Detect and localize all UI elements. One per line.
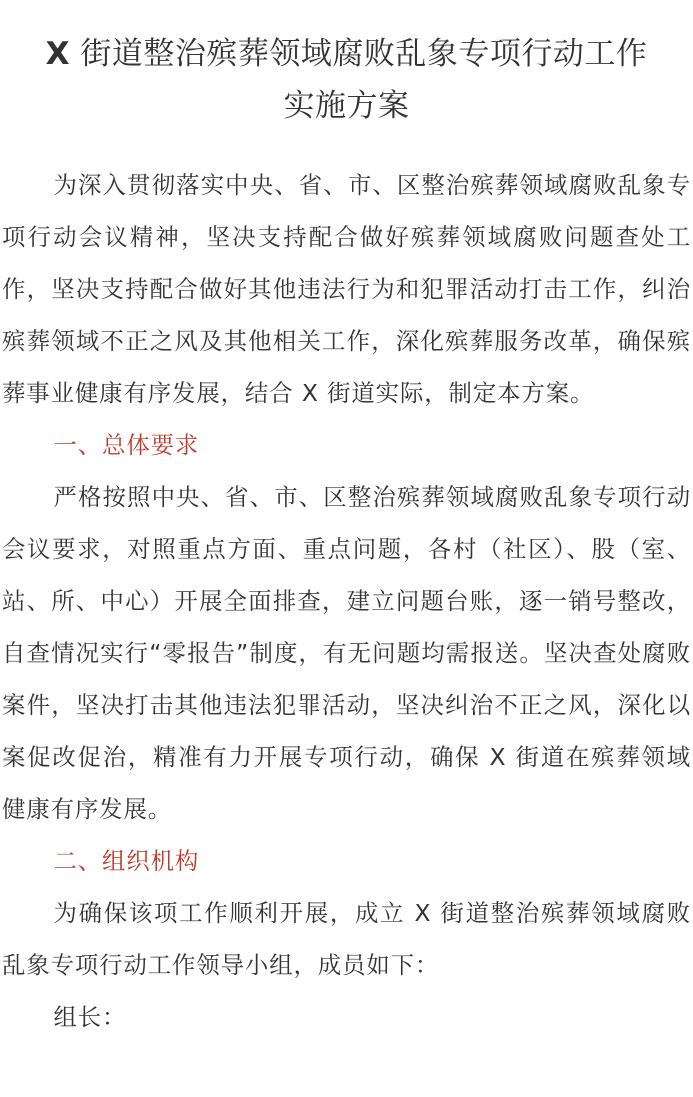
general-requirements-paragraph: 严格按照中央、省、市、区整治殡葬领域腐败乱象专项行动会议要求，对照重点方面、重点问题，各村（社区）、股（室、站、所、中心）开展全面排查，建立问题台账，逐一销号整改，自查情况实行“零报告”制度，有无问题均需报送。坚决查处腐败案件，坚决打击其他违法犯罪活动，坚决纠治不正之风，深化以案促改促治，精准有力开展专项行动，确保 X 街道在殡葬领域健康有序发展。: [2, 483, 691, 823]
title-prefix: X: [45, 36, 71, 72]
document-body: [2, 159, 691, 1043]
title-line-2: 实施方案: [283, 88, 410, 124]
document-title: [2, 28, 691, 132]
section-heading-general-requirements: 一、总体要求: [53, 431, 200, 459]
intro-paragraph: 为深入贯彻落实中央、省、市、区整治殡葬领域腐败乱象专项行动会议精神，坚决支持配合做好殡葬领域腐败问题查处工作，坚决支持配合做好其他违法行为和犯罪活动打击工作，纠治殡葬领域不正之风及其他相关工作，深化殡葬服务改革，确保殡葬事业健康有序发展，结合 X 街道实际，制定本方案。: [2, 171, 691, 407]
title-line-1: 街道整治殡葬领域腐败乱象专项行动工作: [80, 36, 648, 72]
section-heading-organization: 二、组织机构: [53, 847, 200, 875]
leader-label: 组长：: [53, 1003, 127, 1031]
organization-paragraph: 为确保该项工作顺利开展，成立 X 街道整治殡葬领域腐败乱象专项行动工作领导小组，成员如下：: [2, 899, 691, 979]
